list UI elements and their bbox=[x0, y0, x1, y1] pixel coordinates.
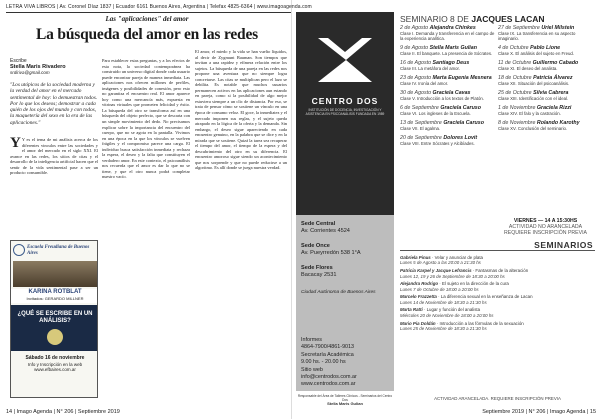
event-item: 16 de Agosto Santiago Deus Clase III. La metáfora del amor. bbox=[400, 60, 470, 72]
sede-once-addr: Av. Pueyrredón 538 1°A bbox=[301, 250, 361, 256]
speech-icon bbox=[47, 329, 63, 345]
seminar-item: Patricia Karpel y Jacque Lefrancis · Fantasmas de la alteración Lunes 12, 19 y 26 de Septiembre de 18:30 a 20:00 hs bbox=[400, 268, 529, 279]
sede-central bbox=[301, 221, 350, 235]
ad-title: Escuela Freudiana de Buenos Aires bbox=[27, 245, 90, 256]
logo-name: CENTRO DOS bbox=[311, 96, 379, 106]
masthead bbox=[6, 3, 596, 12]
headline: La búsqueda del amor en las redes bbox=[36, 26, 258, 43]
article-column-2: Para establecer estas preguntas, y a los efectos de esta nota, la sociedad contemporánea ha construido un universo digital donde cada usuario puede encontrar pareja de manera inmediata. Las aplicaciones nos ofrecen millones de perfiles, imágenes y posibilidades de conexión, pero esto no garantiza el encuentro real. El amor aparece hoy como una mercancía más, expuesta en vitrinas virtuales que prometen felicidad y éxito. La búsqueda del otro se transforma así en una búsqueda del objeto perfecto, que se descarta con un simple movimiento del dedo. No precisamos explicar sobre la importancia del encuentro del cuerpo, que no se agota en la pantalla. Vivimos en una época en la que los vínculos se vuelven frágiles y el compromiso parece una carga. El individuo busca satisfacción inmediata y rechaza la espera, el deseo y la falta que constituyen el verdadero amor. En este contexto, el psicoanálisis nos recuerda que el amor es dar lo que no se tiene, y que el otro nunca podrá completar nuestro vacío. bbox=[102, 58, 190, 180]
event-item: 25 de Octubre Silvia Cabrera Clase XIII. Identificación con el ideal. bbox=[498, 90, 569, 102]
right-page bbox=[296, 12, 596, 410]
events-column-b bbox=[498, 26, 593, 136]
event-item: 8 de Noviembre Rolando Karothy Clase XV. Conclusión del seminario. bbox=[498, 120, 580, 132]
event-item: 2 de Agosto Alejandra Chinkes Clase I. Demanda y transferencia en el campo de la experiencia analítica. bbox=[400, 25, 495, 42]
seminar-item: Alejandra Rodrigo · El sujeto en la dirección de la cura Lunes 7 de Octubre de 18:00 a 20:00 hs bbox=[400, 281, 509, 292]
ad-question-band bbox=[11, 305, 98, 351]
ad-website[interactable]: www.efbaires.com.ar bbox=[34, 367, 76, 372]
contact-info bbox=[301, 337, 357, 389]
seminar-header bbox=[400, 14, 596, 24]
sede-once-label: Sede Once bbox=[301, 243, 330, 249]
contact-phone: 4864-7900/4861-9013 bbox=[301, 344, 355, 351]
schedule-note: ACTIVIDAD NO ARANCELADA REQUIERE INSCRIPCIÓN PREVIA bbox=[503, 224, 587, 236]
article-column-1 bbox=[10, 137, 98, 237]
ad-photo bbox=[13, 261, 97, 287]
seminar-header-name: JACQUES LACAN bbox=[471, 14, 545, 24]
schedule-day: VIERNES — 14 A 15:30HS bbox=[513, 218, 578, 224]
event-item: 13 de Septiembre Graciela Caruso Clase VII. El agalma. bbox=[400, 120, 484, 132]
left-page bbox=[6, 12, 288, 410]
byline bbox=[10, 58, 98, 76]
events-column-a bbox=[400, 26, 495, 151]
event-item: 11 de Octubre Guillermo Cabado Clase XI. El deseo del analista. bbox=[498, 60, 579, 72]
article-column-3: El amor, el miedo y la vida se han vuelto líquidos, al decir de Zygmunt Bauman. Son tiempos que invitan a una rapidez y efímera relación entre los sujetos. La búsqueda de una pareja en las redes nos propone una aventura que no siempre logra concretarse. Las citas se multiplican pero el lazo se debilita. Es notable que muchos usuarios permanecen activos en las aplicaciones aun estando en pareja, como si la posibilidad de algo mejor estuviera siempre a un clic de distancia. Por eso, se trata de pensar cómo se sostiene un vínculo en una época de consumo veloz. El goce, la inmediatez y el mercado imponen sus reglas, y el sujeto queda atrapado en la lógica de la oferta y la demanda. Sin embargo, el deseo sigue apareciendo en cada encuentro genuino, en la palabra que se dice y en la mirada que se sostiene. Quizá la tarea sea recuperar el tiempo del amor, el tiempo de la espera y del descubrimiento del otro en su diferencia. El encuentro amoroso sigue siendo un acontecimiento que nos sorprende y que no puede reducirse a un algoritmo. Es allí donde se juega nuestra verdad. bbox=[195, 49, 287, 171]
right-footer: Septiembre 2019 | N° 206 | Imago Agenda | 15 bbox=[482, 409, 596, 415]
city: Ciudad Autónoma de Buenos Aires bbox=[301, 290, 376, 295]
ad-question: ¿QUÉ SE ESCRIBE EN UN ANÁLISIS? bbox=[17, 311, 93, 324]
seminar-item: Marta Ratti · Lugar y función del analista Miércoles 20 de Noviembre de 18:00 a 20:00 hs bbox=[400, 307, 494, 318]
contact-hours: 9.00 hs. - 20.00 hs bbox=[301, 359, 346, 366]
contact-email[interactable]: info@centrodos.com.ar bbox=[301, 374, 357, 381]
ad-info bbox=[13, 355, 97, 373]
left-footer: 14 | Imago Agenda | N° 206 | Septiembre 2019 bbox=[6, 409, 120, 415]
sede-flores bbox=[301, 265, 336, 279]
seminars-footnote: ACTIVIDAD ARANCELADA. REQUIERE INSCRIPCIÓN PREVIA bbox=[434, 396, 561, 401]
event-item: 23 de Agosto Marta Eugenia Mesnera Clase IV. Ironía del amor. bbox=[400, 75, 492, 87]
event-item: 27 de Septiembre Uriel Milstein Clase IX. La transferencia en su aspecto imaginario. bbox=[498, 25, 576, 42]
sede-once bbox=[301, 243, 361, 257]
seminars-rule bbox=[400, 250, 595, 251]
ad-presenter: KARINA ROTBLAT bbox=[28, 289, 82, 295]
centro-dos-logo-icon bbox=[314, 34, 376, 86]
pull-quote: "Los utópicos de la sociedad moderna y la verdad del amor en el mercado sentimental de hoy: lo demuestran todos. Por lo que los deseos; demostrar a cada quién de los ojos del mundo y con todos, la maquetería del sexo en la era de las aplicaciones." bbox=[10, 82, 98, 126]
crest-icon bbox=[13, 244, 25, 256]
event-item: 1 de Noviembre Graciela Rizzi Clase XIV. El falo y la castración. bbox=[498, 105, 572, 117]
ad-info-text: Info y Inscripción en la web bbox=[27, 361, 83, 367]
event-item: 6 de Septiembre Graciela Caruso Clase VI. Los ingleses de la Escuela. bbox=[400, 105, 481, 117]
event-item: 18 de Octubre Patricia Álvarez Clase XII. Situación del psicoanálisis. bbox=[498, 75, 573, 87]
event-item: 9 de Agosto Stella Maris Gulian Clase II. El banquete. La presencia de Sócrates. bbox=[400, 45, 493, 57]
article-col1-text: Y es el tema de mi análisis acerca de los diferentes vinculos entre las sociedades y el amor del mercado en el siglo XXI. El avance en las redes, los sitios de citas y el desarrollo de la inteligencia artificial hacen que el sentir de la vida sentimental pase a ser un producto consumible. bbox=[10, 137, 98, 176]
resp-line: Responsable del Área de Talleres Clínicos - Seminarios del Centro Dos bbox=[297, 394, 393, 402]
seminar-header-prefix: SEMINARIO 8 DE bbox=[400, 14, 469, 24]
event-item: 20 de Septiembre Dolores Lovit Clase VIII. Entre Sócrates y Alcibíades. bbox=[400, 135, 478, 147]
section-label: Las "aplicaciones" del amor bbox=[105, 15, 189, 23]
sede-flores-addr: Bacacay 2531 bbox=[301, 272, 337, 278]
responsible bbox=[296, 394, 394, 406]
resp-name: Stella Maris Gulian bbox=[327, 401, 363, 406]
sede-central-label: Sede Central bbox=[301, 221, 336, 227]
contact-line: Informes bbox=[301, 337, 322, 343]
ad-name-band bbox=[11, 289, 98, 303]
sede-central-addr: Av. Corrientes 4524 bbox=[301, 228, 350, 234]
schedule-box bbox=[498, 218, 593, 236]
seminar-item: Mario Pia Doldán · Introducción a las fórmulas de la sexuación Lunes 25 de Noviembre de 18:30 a 21:30 hs bbox=[400, 320, 524, 331]
event-item: 30 de Agosto Graciela Cavas Clase V. Introducción a los textos de Platón. bbox=[400, 90, 484, 102]
byline-prefix: Escribe bbox=[10, 58, 27, 64]
author-email[interactable]: srdiriva@gmail.com bbox=[10, 70, 50, 75]
seminar-item: Gabriela Pinus · Velar y anunciar de plata Lunes 5 de Agosto a las 20:00 a 21:30 hs bbox=[400, 255, 483, 266]
contact-line: Secretaría Académica bbox=[301, 351, 354, 358]
seminars-title: SEMINARIOS bbox=[534, 240, 593, 250]
page-gutter bbox=[291, 0, 292, 419]
ad-date: Sábado 16 de noviembre bbox=[25, 355, 85, 361]
advertisement bbox=[10, 240, 98, 398]
logo-subtitle: INSTITUCIÓN DE DOCENCIA, INVESTIGACIÓN Y ASISTENCIA EN PSICOANÁLISIS FUNDADA EN 1989 bbox=[305, 108, 385, 116]
event-item: 4 de Octubre Pablo Lione Clase X. El análisis del sujeto en Freud. bbox=[498, 45, 574, 57]
logo-panel bbox=[296, 12, 394, 215]
masthead-left: LETRA VIVA LIBROS | Av. Coronel Díaz 1837 | Ecuador 6161 Buenos Aires, Argentina | Telefax 4825-6364 | www.imagoagenda.com bbox=[6, 4, 312, 10]
seminars-list bbox=[400, 255, 595, 334]
seminar-item: Marcelo Frazzetta · La diferencia sexual en la enseñanza de Lacan Lunes 14 de Noviembre de 18:30 a 21:30 hs bbox=[400, 294, 533, 305]
contact-website[interactable]: www.centrodos.com.ar bbox=[301, 381, 356, 388]
info-panel bbox=[296, 215, 394, 391]
sede-flores-label: Sede Flores bbox=[301, 265, 333, 271]
ad-guests: Invitados: GERARDO MILLNER bbox=[26, 296, 84, 301]
contact-line: Sitio web bbox=[301, 366, 323, 373]
author-name: Stella Maris Rivadero bbox=[10, 64, 66, 70]
drop-cap: Y bbox=[10, 137, 21, 151]
